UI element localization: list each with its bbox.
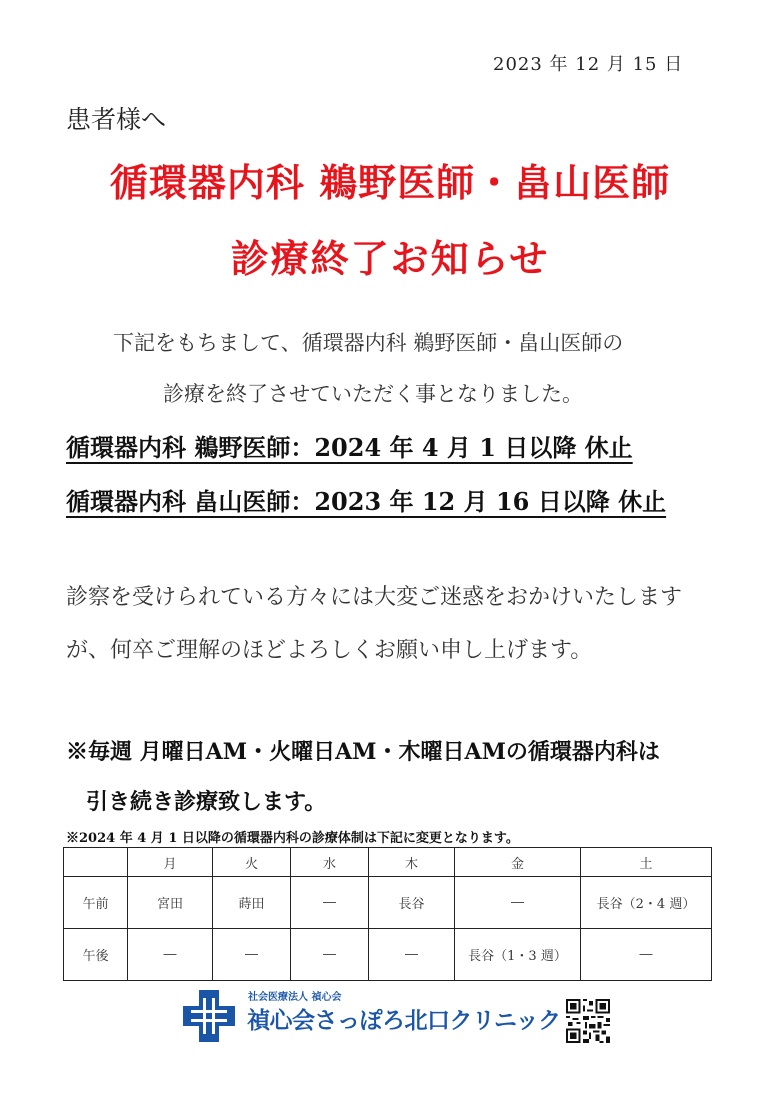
table-cell: 長谷	[369, 877, 455, 929]
table-header-cell: 土	[581, 848, 712, 877]
table-header-cell: 水	[291, 848, 369, 877]
qr-code-icon	[566, 999, 610, 1043]
schedule-change-2: 循環器内科 畠山医師：2023 年 12 月 16 日以降 休止	[66, 487, 667, 516]
table-cell: ―	[291, 929, 369, 981]
table-header-cell	[64, 848, 128, 877]
logo-clinic-name: 禎心会さっぽろ北口クリニック	[247, 1008, 561, 1034]
notice-date: 2023 年 12 月 15 日	[493, 54, 684, 75]
table-cell: 長谷（2・4 週）	[581, 877, 712, 929]
table-cell: ―	[291, 877, 369, 929]
table-cell: ―	[213, 929, 291, 981]
logo-subtitle: 社会医療法人 禎心会	[248, 992, 342, 1003]
schedule-change-1: 循環器内科 鵜野医師：2024 年 4 月 1 日以降 休止	[66, 433, 633, 462]
table-cell: ―	[128, 929, 213, 981]
notice-title-line2: 診療終了お知らせ	[230, 236, 550, 281]
table-cell: ―	[369, 929, 455, 981]
clinic-cross-icon	[181, 988, 237, 1044]
continuation-note-line2: 引き続き診療致します。	[86, 789, 327, 815]
table-row	[64, 929, 712, 981]
addressee: 患者様へ	[66, 105, 167, 134]
table-cell: 長谷（1・3 週）	[455, 929, 581, 981]
intro-line1: 下記をもちまして、循環器内科 鵜野医師・畠山医師の	[113, 331, 624, 355]
table-cell: ―	[455, 877, 581, 929]
continuation-note-line1: ※毎週 月曜日AM・火曜日AM・木曜日AMの循環器内科は	[66, 739, 660, 765]
table-header-cell: 月	[128, 848, 213, 877]
table-cell: 蒔田	[213, 877, 291, 929]
table-header-row	[64, 848, 712, 877]
table-header-cell: 金	[455, 848, 581, 877]
table-cell: 宮田	[128, 877, 213, 929]
table-cell: 午後	[64, 929, 128, 981]
apology-line2: が、何卒ご理解のほどよろしくお願い申し上げます。	[66, 638, 593, 663]
table-cell: 午前	[64, 877, 128, 929]
apology-line1: 診察を受けられている方々には大変ご迷惑をおかけいたします	[66, 585, 683, 610]
notice-title-line1: 循環器内科 鵜野医師・畠山医師	[109, 160, 671, 205]
table-note: ※2024 年 4 月 1 日以降の循環器内科の診療体制は下記に変更となります。	[66, 831, 519, 846]
intro-line2: 診療を終了させていただく事となりました。	[163, 382, 583, 406]
schedule-table	[63, 847, 712, 981]
table-header-cell: 火	[213, 848, 291, 877]
table-header-cell: 木	[369, 848, 455, 877]
table-cell: ―	[581, 929, 712, 981]
table-row	[64, 877, 712, 929]
